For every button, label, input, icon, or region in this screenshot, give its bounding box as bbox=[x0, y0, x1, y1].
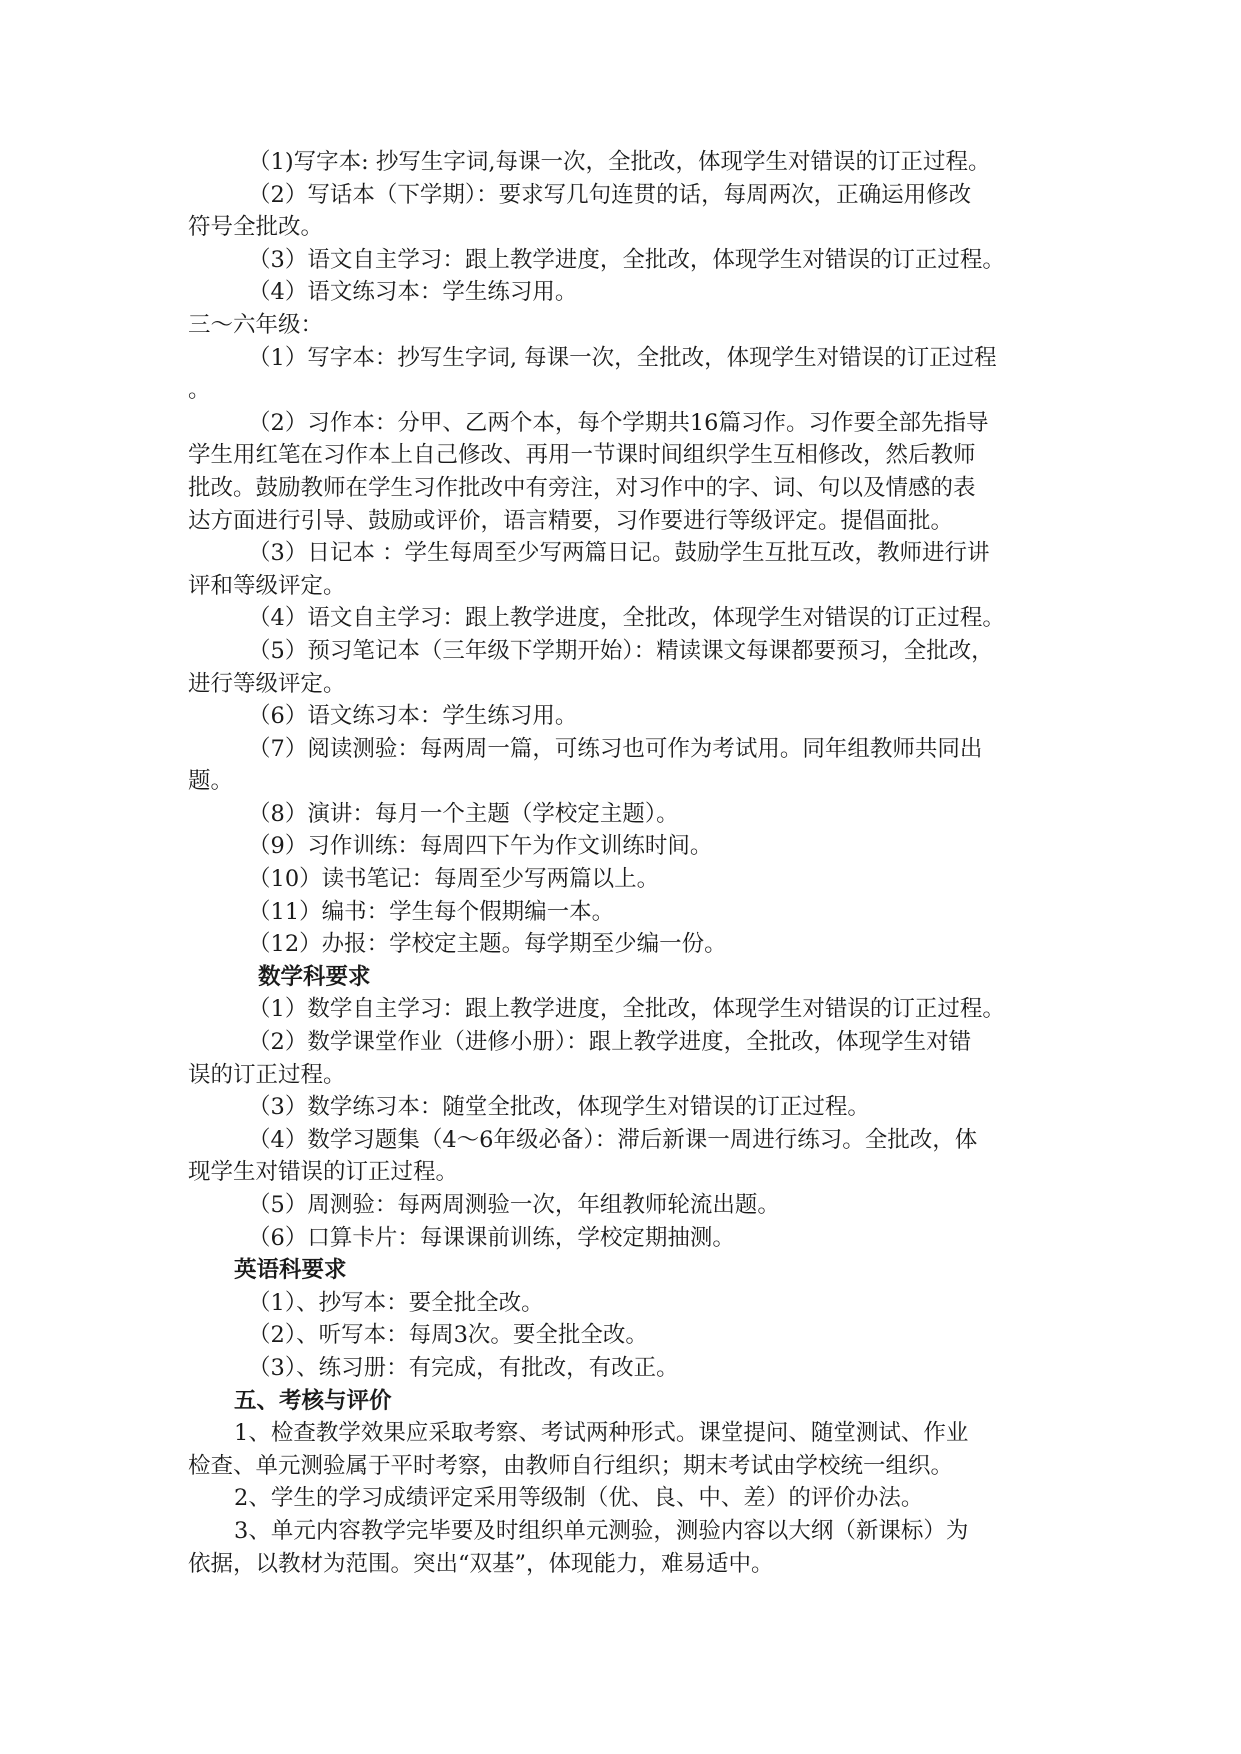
text-line: 1、检查教学效果应采取考察、考试两种形式。课堂提问、随堂测试、作业 bbox=[234, 1420, 969, 1447]
text-line: （1)写字本: 抄写生字词,每课一次，全批改，体现学生对错误的订正过程。 bbox=[248, 149, 991, 175]
text-line: （3）、练习册：有完成，有批改，有改正。 bbox=[248, 1354, 679, 1381]
text-line: （4）数学习题集（4～6年级必备）：滞后新课一周进行练习。全批改，体 bbox=[248, 1126, 978, 1153]
text-line: （3）语文自主学习：跟上教学进度，全批改，体现学生对错误的订正过程。 bbox=[248, 246, 1005, 273]
text-line: 达方面进行引导、鼓励或评价，语言精要，习作要进行等级评定。提倡面批。 bbox=[188, 507, 954, 534]
text-line: 误的订正过程。 bbox=[188, 1061, 346, 1088]
text-line: （2）、听写本：每周3次。要全批全改。 bbox=[248, 1322, 648, 1349]
text-line: （6）语文练习本：学生练习用。 bbox=[248, 703, 578, 730]
text-line: （5）周测验：每两周测验一次，年组教师轮流出题。 bbox=[248, 1192, 780, 1218]
text-line: （10）读书笔记：每周至少写两篇以上。 bbox=[248, 866, 660, 893]
text-line: 。 bbox=[188, 377, 211, 404]
text-line: （2）写话本（下学期）：要求写几句连贯的话，每周两次，正确运用修改 bbox=[248, 181, 972, 208]
text-line: （1）写字本：抄写生字词, 每课一次，全批改，体现学生对错误的订正过程 bbox=[248, 344, 997, 371]
text-line: 题。 bbox=[188, 768, 234, 795]
section-heading: 数学科要求 bbox=[258, 963, 371, 990]
text-line: （1）数学自主学习：跟上教学进度，全批改，体现学生对错误的订正过程。 bbox=[248, 996, 1005, 1023]
text-line: 评和等级评定。 bbox=[188, 572, 346, 599]
text-line: （4）语文练习本：学生练习用。 bbox=[248, 279, 578, 306]
document-body bbox=[188, 146, 1058, 1580]
text-line: 现学生对错误的订正过程。 bbox=[188, 1159, 459, 1186]
text-line: 学生用红笔在习作本上自己修改、再用一节课时间组织学生互相修改，然后教师 bbox=[188, 442, 976, 469]
text-line: （4）语文自主学习：跟上教学进度，全批改，体现学生对错误的订正过程。 bbox=[248, 605, 1005, 632]
text-line: （1）、抄写本：要全批全改。 bbox=[248, 1289, 544, 1316]
text-line: （12）办报：学校定主题。每学期至少编一份。 bbox=[248, 931, 727, 958]
text-line: （9）习作训练：每周四下午为作文训练时间。 bbox=[248, 833, 713, 860]
text-line: （8）演讲：每月一个主题（学校定主题）。 bbox=[248, 800, 679, 827]
text-line: 符号全批改。 bbox=[188, 214, 324, 241]
text-line: （7）阅读测验：每两周一篇，可练习也可作为考试用。同年组教师共同出 bbox=[248, 735, 983, 762]
text-line: （6）口算卡片：每课课前训练，学校定期抽测。 bbox=[248, 1224, 735, 1251]
text-line: （3）数学练习本：随堂全批改，体现学生对错误的订正过程。 bbox=[248, 1094, 870, 1121]
text-line: 3、单元内容教学完毕要及时组织单元测验，测验内容以大纲（新课标）为 bbox=[234, 1517, 969, 1544]
section-heading: 五、考核与评价 bbox=[234, 1387, 392, 1414]
text-line: （2）数学课堂作业（进修小册）：跟上教学进度，全批改，体现学生对错 bbox=[248, 1029, 972, 1056]
text-line: 依据，以教材为范围。突出“双基”，体现能力，难易适中。 bbox=[188, 1550, 774, 1577]
text-line: 2、学生的学习成绩评定采用等级制（优、良、中、差）的评价办法。 bbox=[234, 1485, 924, 1512]
text-line: 批改。鼓励教师在学生习作批改中有旁注，对习作中的字、词、句以及情感的表 bbox=[188, 474, 976, 501]
text-line: 进行等级评定。 bbox=[188, 670, 346, 697]
text-line: （11）编书：学生每个假期编一本。 bbox=[248, 898, 615, 925]
section-heading: 英语科要求 bbox=[234, 1257, 347, 1284]
text-line: （3）日记本 ：学生每周至少写两篇日记。鼓励学生互批互改，教师进行讲 bbox=[248, 540, 990, 567]
text-line: 三～六年级： bbox=[188, 311, 324, 338]
text-line: （5）预习笔记本（三年级下学期开始）：精读课文每课都要预习，全批改， bbox=[248, 637, 994, 664]
text-line: （2）习作本：分甲、乙两个本，每个学期共16篇习作。习作要全部先指导 bbox=[248, 409, 989, 436]
text-line: 检查、单元测验属于平时考察，由教师自行组织；期末考试由学校统一组织。 bbox=[188, 1452, 954, 1479]
